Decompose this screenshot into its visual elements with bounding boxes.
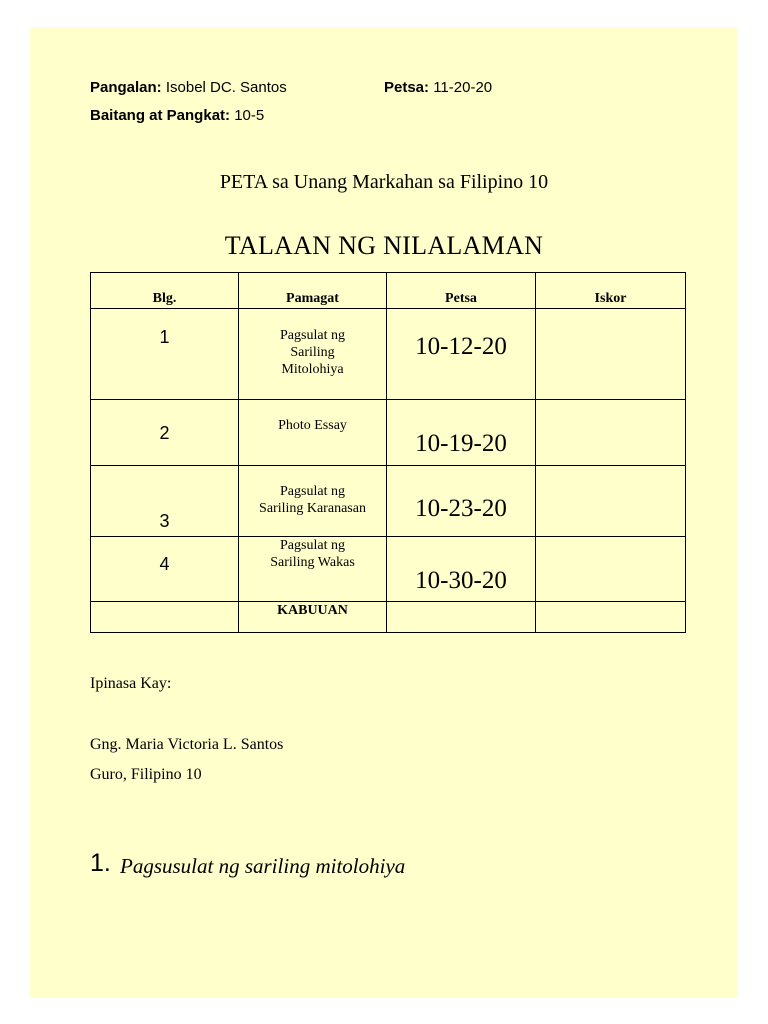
row-number-cell	[91, 466, 239, 537]
table-row	[91, 400, 686, 466]
row-number-cell	[91, 309, 239, 400]
row-number: 4	[159, 554, 170, 574]
total-blank-cell	[91, 602, 239, 633]
row-date: 10-30-20	[415, 567, 507, 594]
row-date-cell	[387, 466, 536, 537]
column-header-title: Pamagat	[239, 273, 387, 309]
teacher-role: Guro, Filipino 10	[90, 766, 202, 783]
row-title: Photo Essay	[278, 418, 347, 433]
row-date-cell	[387, 309, 536, 400]
row-score-cell	[536, 309, 686, 400]
row-title: Pagsulat ng Sariling Wakas	[270, 538, 355, 570]
date-value: 11-20-20	[433, 79, 493, 96]
row-title-cell	[239, 466, 387, 537]
name-label: Pangalan:	[90, 79, 162, 96]
table-row	[91, 466, 686, 537]
document-page	[30, 27, 738, 997]
column-header-date: Petsa	[387, 273, 536, 309]
teacher-name: Gng. Maria Victoria L. Santos	[90, 736, 284, 753]
date-line	[384, 79, 492, 96]
grade-label: Baitang at Pangkat:	[90, 107, 231, 124]
subtitle: PETA sa Unang Markahan sa Filipino 10	[219, 171, 549, 193]
row-date: 10-23-20	[415, 495, 507, 522]
total-label: KABUUAN	[277, 603, 348, 618]
row-date: 10-12-20	[415, 333, 507, 360]
table-header-row	[91, 273, 686, 309]
row-title-cell	[239, 400, 387, 466]
grade-line	[90, 107, 264, 124]
row-title-cell	[239, 537, 387, 602]
total-score-cell	[536, 602, 686, 633]
section-number: 1.	[90, 849, 111, 877]
total-row	[91, 602, 686, 633]
section-title: Pagsusulat ng sariling mitolohiya	[120, 854, 406, 878]
date-label: Petsa:	[384, 79, 430, 96]
row-date-cell	[387, 400, 536, 466]
total-date-cell	[387, 602, 536, 633]
row-number: 2	[159, 423, 170, 443]
page-title: TALAAN NG NILALAMAN	[224, 231, 544, 260]
row-score-cell	[536, 466, 686, 537]
name-line	[90, 79, 287, 96]
row-title: Pagsulat ng Sariling Mitolohiya	[280, 328, 345, 377]
row-date: 10-19-20	[415, 430, 507, 457]
table-row	[91, 537, 686, 602]
row-date-cell	[387, 537, 536, 602]
grade-value: 10-5	[234, 107, 265, 124]
contents-table	[90, 272, 686, 633]
row-title-cell	[239, 309, 387, 400]
name-value: Isobel DC. Santos	[165, 79, 287, 96]
row-score-cell	[536, 537, 686, 602]
row-score-cell	[536, 400, 686, 466]
submitted-to-label: Ipinasa Kay:	[90, 675, 172, 692]
table-row	[91, 309, 686, 400]
column-header-number: Blg.	[91, 273, 239, 309]
row-number: 1	[159, 327, 170, 347]
row-number-cell	[91, 537, 239, 602]
total-label-cell	[239, 602, 387, 633]
row-number: 3	[159, 511, 170, 531]
row-title: Pagsulat ng Sariling Karanasan	[259, 484, 366, 516]
column-header-score: Iskor	[536, 273, 686, 309]
row-number-cell	[91, 400, 239, 466]
